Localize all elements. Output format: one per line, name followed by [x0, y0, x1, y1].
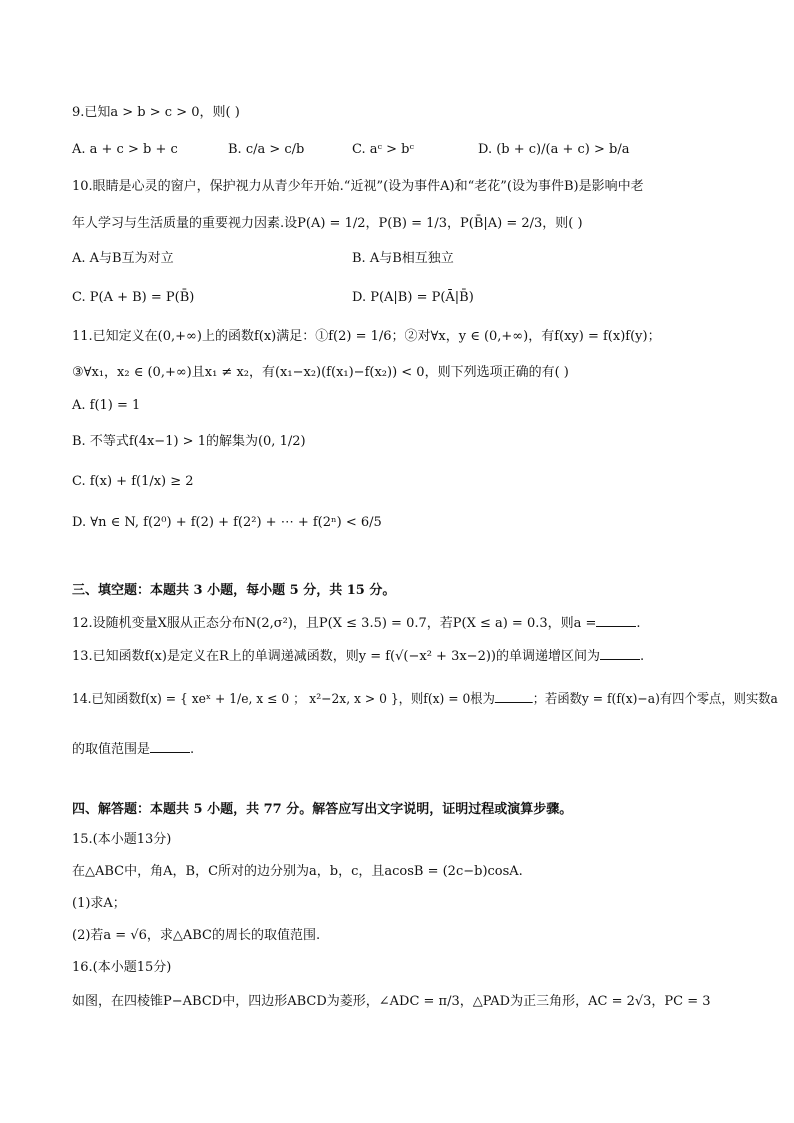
q16-title: 16.(本小题15分)	[72, 960, 172, 975]
q15-stem: 在△ABC中，角A，B，C所对的边分别为a，b，c，且acosB = (2c−b)cosA.	[72, 864, 523, 879]
section4-heading: 四、解答题：本题共 5 小题，共 77 分。解答应写出文字说明，证明过程或演算步骤。	[72, 802, 573, 817]
q9-stem: 9.已知a > b > c > 0，则( )	[72, 105, 240, 120]
q11-stem-line1: 11.已知定义在(0,+∞)上的函数f(x)满足：①f(2) = 1/6；②对∀x，y ∈ (0,+∞)，有f(xy) = f(x)f(y)；	[72, 329, 661, 344]
q14-text-c: 的取值范围是	[72, 742, 151, 757]
q15-part2: (2)若a = √6，求△ABC的周长的取值范围.	[72, 928, 321, 943]
q16-stem: 如图，在四棱锥P−ABCD中，四边形ABCD为菱形，∠ADC = π/3，△PAD为正三角形，AC = 2√3，PC = 3	[72, 994, 711, 1009]
q13-text: 13.已知函数f(x)是定义在R上的单调递减函数，则y = f(√(−x² + 3x−2))的单调递增区间为	[72, 649, 600, 664]
q11-option-b: B. 不等式f(4x−1) > 1的解集为(0, 1/2)	[72, 434, 306, 449]
q13-line	[72, 645, 644, 667]
section3-heading: 三、填空题：本题共 3 小题，每小题 5 分，共 15 分。	[72, 583, 396, 598]
q10-option-b: B. A与B相互独立	[352, 251, 454, 266]
q10-stem-line2: 年人学习与生活质量的重要视力因素.设P(A) = 1/2，P(B) = 1/3，P(B̄|A) = 2/3，则( )	[72, 216, 583, 231]
q12-text: 12.设随机变量X服从正态分布N(2,σ²)，且P(X ≤ 3.5) = 0.7，若P(X ≤ a) = 0.3，则a =	[72, 616, 597, 631]
q14-line1	[72, 688, 778, 710]
q9-option-b: B. c/a > c/b	[228, 142, 305, 157]
q9-option-c: C. aᶜ > bᶜ	[352, 142, 414, 157]
q14-line2	[72, 738, 194, 760]
q9-option-d: D. (b + c)/(a + c) > b/a	[478, 142, 630, 157]
q11-option-a: A. f(1) = 1	[72, 398, 141, 413]
q12-end: .	[636, 616, 641, 631]
q10-option-c: C. P(A + B) = P(B̄)	[72, 290, 195, 305]
q14-answer-blank-2	[150, 738, 190, 753]
q10-option-a: A. A与B互为对立	[72, 251, 174, 266]
q12-line	[72, 612, 641, 634]
q11-option-d: D. ∀n ∈ N, f(2⁰) + f(2) + f(2²) + ⋯ + f(2ⁿ) < 6/5	[72, 515, 382, 530]
q14-text-a: 14.已知函数f(x) = { xeˣ + 1/e, x ≤ 0 ； x²−2x, x > 0 }，则f(x) = 0根为	[72, 692, 495, 707]
q12-answer-blank	[596, 612, 636, 627]
q10-option-d: D. P(A|B) = P(Ā|B̄)	[352, 290, 474, 305]
q14-text-b: ；若函数y = f(f(x)−a)有四个零点，则实数a	[532, 692, 778, 707]
q11-stem-line2: ③∀x₁，x₂ ∈ (0,+∞)且x₁ ≠ x₂，有(x₁−x₂)(f(x₁)−f(x₂)) < 0，则下列选项正确的有( )	[72, 365, 569, 380]
q14-end: .	[190, 742, 195, 757]
q9-option-a: A. a + c > b + c	[72, 142, 178, 157]
q11-option-c: C. f(x) + f(1/x) ≥ 2	[72, 474, 194, 489]
q13-end: .	[640, 649, 645, 664]
q13-answer-blank	[600, 645, 640, 660]
q15-title: 15.(本小题13分)	[72, 832, 172, 847]
q15-part1: (1)求A；	[72, 896, 126, 911]
q14-answer-blank-1	[495, 688, 533, 703]
q10-stem-line1: 10.眼睛是心灵的窗户，保护视力从青少年开始.“近视”(设为事件A)和“老花”(设为事件B)是影响中老	[72, 179, 644, 194]
